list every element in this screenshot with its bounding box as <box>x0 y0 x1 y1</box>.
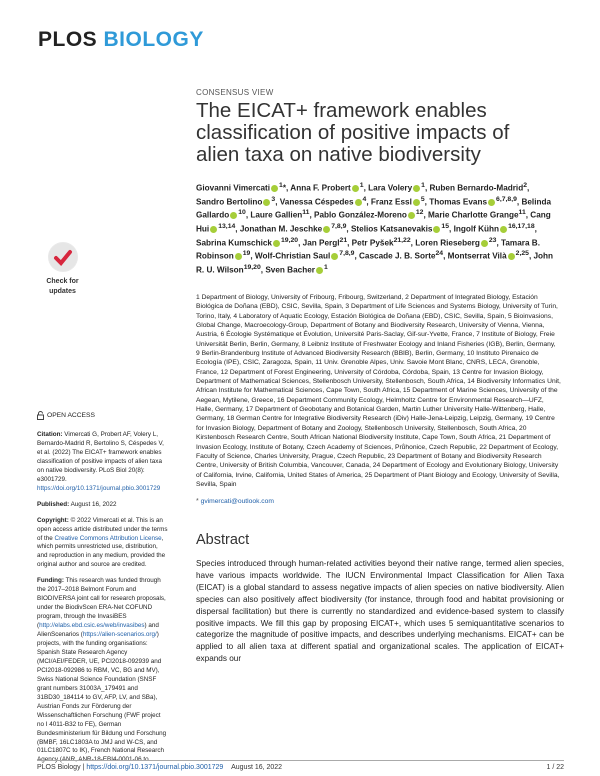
footer-doi-link[interactable]: https://doi.org/10.1371/journal.pbio.3001729 <box>86 764 224 771</box>
funding-block <box>37 577 169 765</box>
published-date: August 16, 2022 <box>69 500 117 508</box>
published-label: Published: <box>37 500 70 508</box>
abstract-text: Species introduced through human-related activities beyond their native range, termed alien species, have various impacts worldwide. The IUCN Environmental Impact Classification for Alien Taxa (EICAT) is a global standard to assess negative impacts of alien species on native biodiversity. Alien species can also positively affect biodiversity (for instance, through food and habitat provisioning or dispersal facilitation) but there is currently no standardized and evidence-based system to classify positive impacts. We fill this gap by proposing EICAT+, which uses 5 semiquantitative scenarios to categorize the magnitude of positive impacts, and describes underlying mechanisms. EICAT+ can be applied to all alien taxa at different spatial and organizational scales. The application of EICAT+ expands our <box>196 559 564 664</box>
article-info-sidebar <box>37 431 169 772</box>
open-access-label <box>37 411 95 419</box>
citation-text: Vimercati G, Probert AF, Volery L, Bernardo-Madrid R, Bertolino S, Céspedes V, et al. (2022) The EICAT+ framework enables classification of positive impacts of alien taxa on native biodiversity. PLoS Biol 20(8): e3001729. <box>37 431 164 483</box>
footer-journal: PLOS Biology <box>37 764 81 771</box>
article-category: CONSENSUS VIEW <box>196 88 274 97</box>
abstract-heading: Abstract <box>196 532 250 548</box>
journal-logo <box>38 28 204 52</box>
funding-text-1: This research was funded through the 2017–2018 Belmont Forum and BIODIVERSA joint call for research proposals, under the BiodivScen ERA-Net COFUND program, through the InvasiBES ( <box>37 577 166 630</box>
check-for-updates-badge[interactable] <box>37 242 88 305</box>
check-updates-line1: Check for <box>46 278 79 285</box>
published-block <box>37 501 169 510</box>
open-lock-icon <box>37 411 44 419</box>
footer-divider <box>37 760 564 761</box>
footer-separator: | <box>80 764 87 771</box>
copyright-text-2: , which permits unrestricted use, distribution, and reproduction in any medium, provided the original author and source are credited. <box>37 534 166 569</box>
citation-doi-link[interactable]: https://doi.org/10.1371/journal.pbio.3001729 <box>37 484 161 492</box>
copyright-block <box>37 517 169 571</box>
open-access-text: OPEN ACCESS <box>47 411 95 419</box>
funding-text-2: ) and AlienScenarios ( <box>37 622 159 639</box>
article-title: The EICAT+ framework enables classification of positive impacts of alien taxa on native biodiversity <box>196 99 510 166</box>
funding-text-3: ) projects, with the funding organisations: Spanish State Research Agency (MCI/AEI/FEDER, UE, PCI2018-092939 and PCI2018-092986 to RBM, VC, BG and MV), Swiss National Science Foundation (SNSF grant numbers 31003A_179491 and 31BD30_184114 to GV, AFP, LV, and SBa), Austrian Fonds zur Förderung der Wissenschaftlichen Forschung (FWF project no I 4011-B32 to FE), German Bundesministerium für Bildung und Forschung (BMBF, 16LC1803A to JMJ and W-CS, and 01LC1807C to IK), French National Research Agency (ANR, ANR-18-EBI4-0001-06 to <box>37 631 167 764</box>
email-marker: * <box>196 498 199 505</box>
footer-date: August 16, 2022 <box>231 764 283 771</box>
check-updates-line2: updates <box>49 288 76 295</box>
license-link[interactable]: Creative Commons Attribution License <box>54 534 162 542</box>
journal-name-plos: PLOS <box>38 28 104 51</box>
alienscenarios-link[interactable]: https://alien-scenarios.org/ <box>82 631 157 639</box>
check-updates-icon <box>48 242 78 272</box>
author-list: Giovanni Vimercati $^1$*, Anna F. Probert $^1$, Lara Volery $^1$, Ruben Bernardo-Madrid$^2$, Sandro Bertolino $^3$, Vanessa Céspedes $^4$, Franz Essl $^5$, Thomas Evans $^{6,7,8,9}$, Belinda Gallardo $^{10}$, Laure Gallien$^{11}$, Pablo González-Moreno $^{12}$, Marie Charlotte Grange$^{11}$, Cang Hui $^{13,14}$, Jonathan M. Jeschke $^{7,8,9}$, Stelios Katsanevakis $^{15}$, Ingolf Kühn $^{16,17,18}$, Sabrina Kumschick $^{19,20}$, Jan Pergl$^{21}$, Petr Pyšek$^{21,22}$, Loren Rieseberg $^{23}$, Tamara B. Robinson $^{19}$, Wolf-Christian Saul $^{7,8,9}$, Cascade J. B. Sorte$^{24}$, Montserrat Vilà $^{2,25}$, John R. U. Wilson$^{19,20}$, Sven Bacher $^1$ <box>196 182 554 275</box>
affiliations: 1 Department of Biology, University of Fribourg, Fribourg, Switzerland, 2 Department of Integrated Biology, Estación Biológica de Doñana (EBD), CSIC, Sevilla, Spain, 3 Department of Life Sciences and Systems Biology, University of Turin, Torino, Italy, 4 Laboratory of Aquatic Ecology, Estación Biológica de Doñana (EBD), CSIC, Sevilla, Spain, 5 Bioinvasions, Global Change, Macroecology-Group, Department of Botany and Biodiversity Research, University of Vienna, Vienna, Austria, 6 Écologie Systématique et Évolution, Université Paris-Saclay, Gif-sur-Yvette, France, 7 Institute of Biology, Freie Universität Berlin, Berlin, Germany, 8 Leibniz Institute of Freshwater Ecology and Inland Fisheries (IGB), Berlin, Germany, 9 Berlin-Brandenburg Institute of Advanced Biodiversity Research (BBIB), Berlin, Germany, 10 Instituto Pirenaico de Ecología (IPE), CSIC, Zaragoza, Spain, 11 Univ. Grenoble Alpes, Univ. Savoie Mont Blanc, CNRS, LECA, Grenoble, France, 12 Department of Forest Engineering, University of Córdoba, Córdoba, Spain, 13 Centre for Invasion Biology, Department of Mathematical Sciences, Stellenbosch University, Stellenbosch, South Africa, 14 Biodiversity Informatics Unit, African Institute for Mathematical Sciences, Cape Town, South Africa, 15 Department of Marine Sciences, University of the Aegean, Mytilene, Greece, 16 Department Community Ecology, Helmholtz Centre for Environmental Research—UFZ, Halle, Germany, 17 Department of Geobotany and Botanical Garden, Martin Luther University Halle-Wittenberg, Halle, Germany, 18 German Centre for Integrative Biodiversity Research (iDiv) Halle-Jena-Leipzig, Leipzig, Germany, 19 Centre for Invasion Biology, Department of Botany and Zoology, Stellenbosch University, Stellenbosch, South Africa, 20 Kirstenbosch Research Centre, South African National Biodiversity Institute, Cape Town, South Africa, 21 Department of Invasion Ecology, Institute of Botany, Czech Academy of Sciences, Průhonice, Czech Republic, 22 Department of Ecology, Faculty of Science, Charles University, Prague, Czech Republic, 23 Department of Botany and Biodiversity Research Centre, University of British Columbia, Vancouver, Canada, 24 Department of Ecology and Evolutionary Biology, University of California, Irvine, California, United States of America, 25 Department of Plant Biology and Ecology, University of Sevilla, Sevilla, Spain <box>196 294 561 488</box>
citation-block <box>37 431 169 494</box>
invasibes-link[interactable]: http://elabs.ebd.csic.es/web/invasibes <box>39 622 145 630</box>
journal-name-biology: BIOLOGY <box>103 28 204 51</box>
citation-label: Citation: <box>37 431 63 438</box>
page-footer <box>37 764 282 771</box>
copyright-label: Copyright: <box>37 516 69 524</box>
funding-label: Funding: <box>37 577 64 585</box>
corresponding-email[interactable] <box>196 498 274 505</box>
copyright-text-1: © 2022 Vimercati et al. This is an open access article distributed under the terms of the <box>37 516 168 542</box>
page-number: 1 / 22 <box>546 764 564 771</box>
email-address[interactable]: gvimercati@outlook.com <box>200 498 274 505</box>
